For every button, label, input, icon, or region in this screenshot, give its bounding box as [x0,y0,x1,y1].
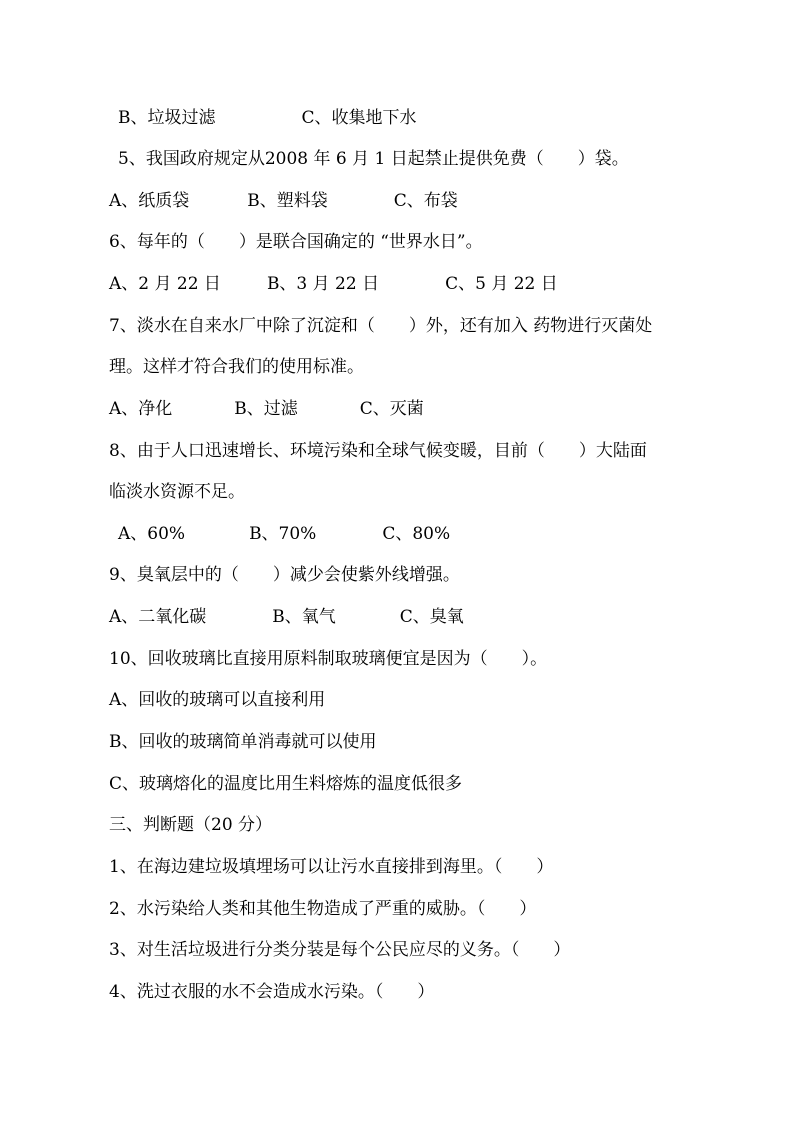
option-a: A、2 月 22 日 [109,274,221,294]
option-a: A、二氧化碳 [109,607,207,627]
option-c: C、5 月 22 日 [445,274,558,294]
judgement-4: 4、洗过衣服的水不会造成水污染。（ ） [109,982,435,1002]
question-8-line-1: 8、由于人口迅速增长、环境污染和全球气候变暖，目前（ ）大陆面 [109,441,647,461]
question-5: 5、我国政府规定从2008 年 6 月 1 日起禁止提供免费（ ）袋。 [118,149,629,169]
question-9: 9、臭氧层中的（ ）减少会使紫外线增强。 [109,565,460,585]
option-b: B、塑料袋 [247,191,328,211]
question-6: 6、每年的（ ）是联合国确定的 “世界水日”。 [109,232,483,252]
question-7-line-2: 理。这样才符合我们的使用标准。 [109,357,364,377]
option-c: C、灭菌 [359,399,424,419]
q4-options-row [118,107,417,129]
judgement-2: 2、水污染给人类和其他生物造成了严重的威胁。（ ） [109,899,537,919]
option-c: C、布袋 [393,191,458,211]
question-8-line-2: 临淡水资源不足。 [109,482,245,502]
option-b: B、垃圾过滤 [118,108,216,128]
section-heading-true-false: 三、判断题（20 分） [109,815,273,835]
q9-options-row [109,606,464,628]
option-a: A、净化 [109,399,173,419]
q10-option-c: C、玻璃熔化的温度比用生料熔炼的温度低很多 [109,774,463,794]
question-10: 10、回收玻璃比直接用原料制取玻璃便宜是因为（ ）。 [109,649,548,669]
judgement-3: 3、对生活垃圾进行分类分装是每个公民应尽的义务。（ ） [109,940,571,960]
q5-options-row [109,190,458,212]
option-a: A、纸质袋 [109,191,190,211]
q10-option-a: A、回收的玻璃可以直接利用 [109,690,326,710]
judgement-1: 1、在海边建垃圾填埋场可以让污水直接排到海里。（ ） [109,857,554,877]
q8-options-row [118,523,450,545]
option-b: B、氧气 [272,607,336,627]
option-b: B、3 月 22 日 [266,274,380,294]
option-a: A、60% [118,524,186,544]
question-7-line-1: 7、淡水在自来水厂中除了沉淀和（ ）外，还有加入 药物进行灭菌处 [109,316,653,336]
q10-option-b: B、回收的玻璃简单消毒就可以使用 [109,732,377,752]
q7-options-row [109,398,424,420]
option-c: C、收集地下水 [301,108,417,128]
option-b: B、过滤 [234,399,298,419]
option-b: B、70% [249,524,317,544]
option-c: C、80% [382,524,451,544]
option-c: C、臭氧 [399,607,464,627]
q6-options-row [109,273,558,295]
